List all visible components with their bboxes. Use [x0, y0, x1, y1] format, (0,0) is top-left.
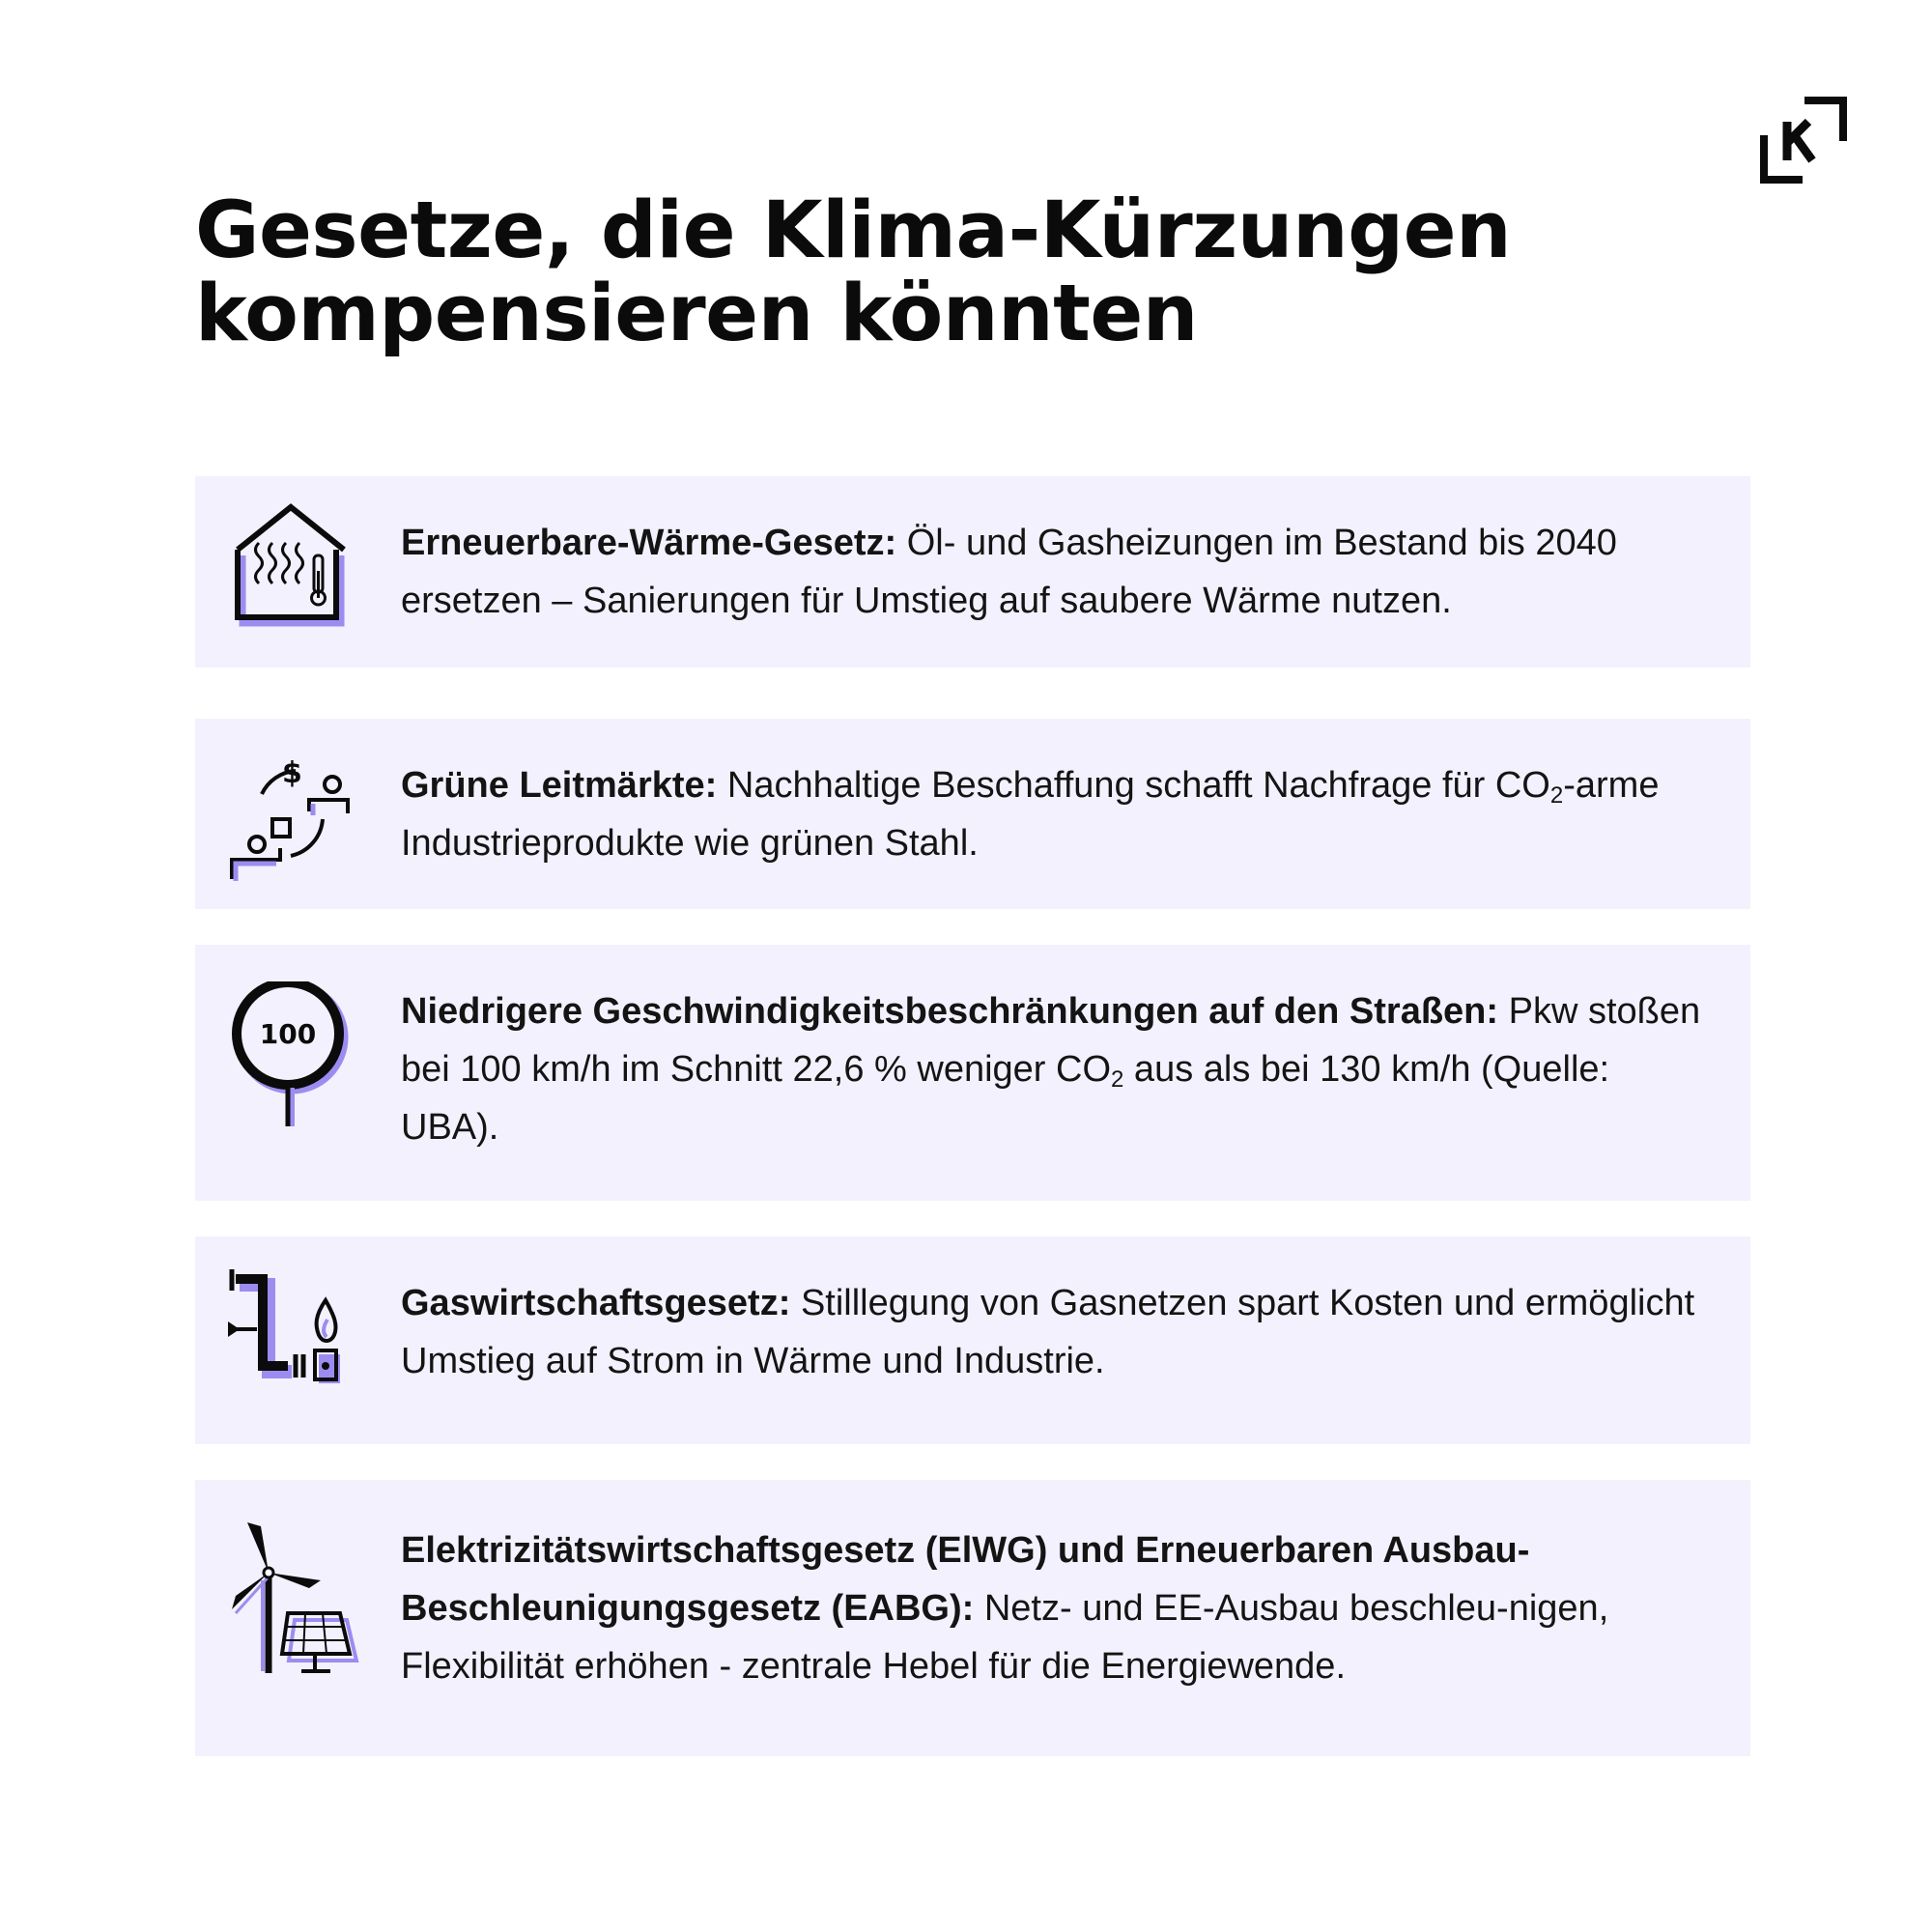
law-card-gas-industry	[195, 1236, 1750, 1444]
house-heat-icon	[218, 499, 363, 644]
law-text-part-2: -arme Industrieprodukte wie grünen Stahl.	[401, 765, 1660, 864]
brand-logo	[1760, 97, 1847, 184]
law-text-part-1: Pkw stoßen bei 100 km/h im Schnitt 22,6 % weniger CO	[401, 991, 1701, 1090]
law-text: Netz- und EE-Ausbau beschleu-nigen, Flexibilität erhöhen - zentrale Hebel für die Energiewende.	[401, 1588, 1609, 1687]
co2-subscript: 2	[1549, 782, 1564, 809]
law-text: Stilllegung von Gasnetzen spart Kosten und ermöglicht Umstieg auf Strom in Wärme und Industrie.	[401, 1283, 1695, 1381]
page-title	[195, 185, 1702, 359]
law-text-part-2: aus als bei 130 km/h (Quelle: UBA).	[401, 1049, 1610, 1148]
law-title: Grüne Leitmärkte:	[401, 765, 718, 806]
law-text-part-1: Nachhaltige Beschaffung schafft Nachfrage für CO	[726, 765, 1550, 806]
speed-limit-value: 100	[259, 1018, 317, 1050]
law-card-green-lead-markets	[195, 719, 1750, 909]
gas-pipeline-icon	[218, 1265, 363, 1410]
page-title-line-2: kompensieren könnten	[195, 269, 1198, 359]
law-title: Niedrigere Geschwindigkeitsbeschränkungen auf den Straßen:	[401, 991, 1499, 1032]
law-description	[401, 756, 1715, 872]
law-card-electricity-renewables	[195, 1480, 1750, 1756]
svg-text:$: $	[282, 756, 302, 790]
law-card-speed-limits	[195, 945, 1750, 1201]
speed-limit-sign-icon	[218, 981, 363, 1126]
law-title: Erneuerbare-Wärme-Gesetz:	[401, 523, 897, 563]
law-description	[401, 1274, 1715, 1390]
page-title-line-1: Gesetze, die Klima-Kürzungen	[195, 185, 1512, 276]
law-card-renewable-heat	[195, 476, 1750, 668]
law-title: Elektrizitätswirtschaftsgesetz (ElWG) und Erneuerbaren Ausbau-Beschleunigungsgesetz (EABG):	[401, 1530, 1530, 1629]
law-description	[401, 514, 1715, 630]
law-description	[401, 1521, 1715, 1695]
law-text: Öl- und Gasheizungen im Bestand bis 2040 ersetzen – Sanierungen für Umstieg auf saubere Wärme nutzen.	[401, 523, 1617, 621]
law-title: Gaswirtschaftsgesetz:	[401, 1283, 791, 1323]
law-description	[401, 982, 1715, 1156]
wind-solar-icon	[218, 1517, 363, 1681]
co2-subscript: 2	[1111, 1066, 1124, 1093]
green-procurement-icon	[218, 742, 363, 887]
